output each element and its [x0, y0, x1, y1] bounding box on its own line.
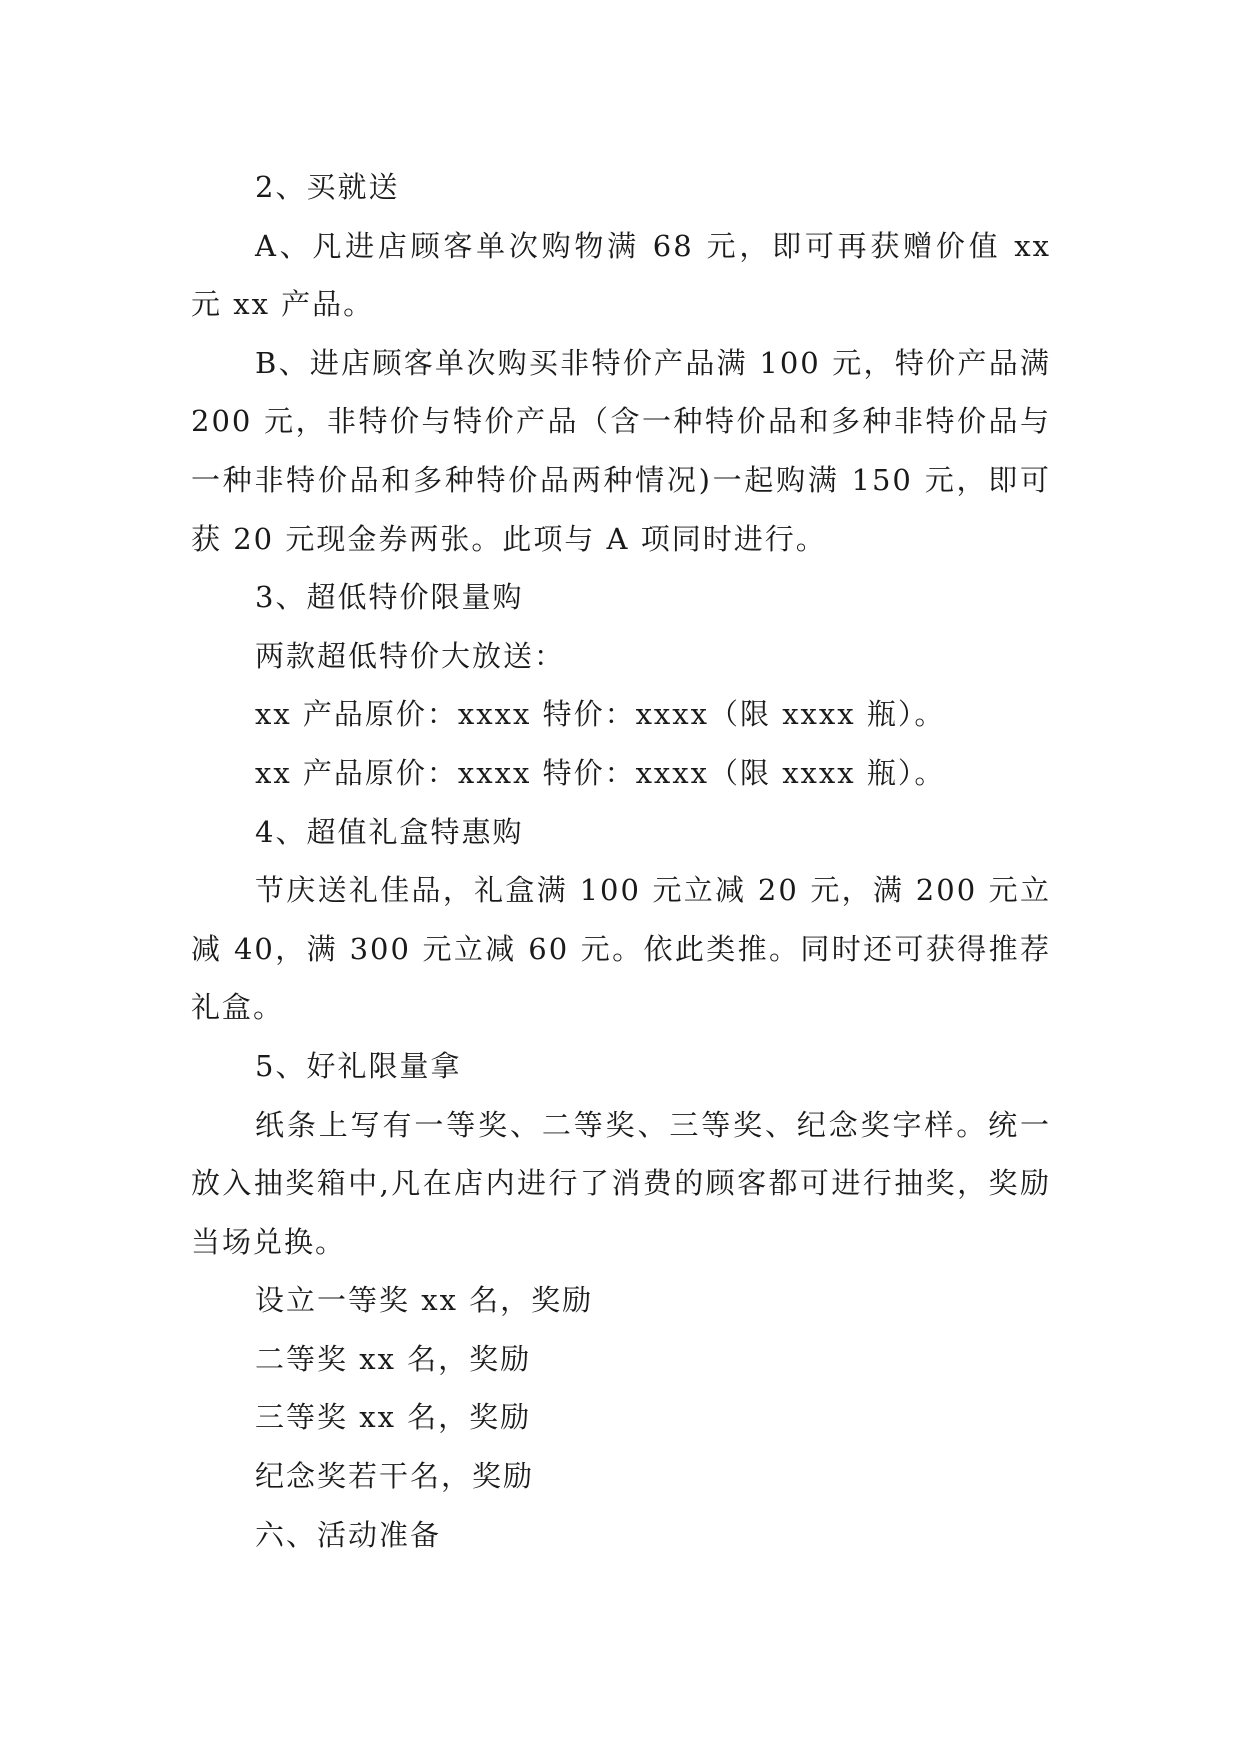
section-heading-preparation: 六、活动准备	[255, 1517, 442, 1552]
section-heading-special-price: 3、超低特价限量购	[255, 580, 524, 615]
paragraph-special-intro: 两款超低特价大放送：	[255, 638, 566, 673]
prize-third: 三等奖 xx 名，奖励	[255, 1400, 532, 1435]
prize-first: 设立一等奖 xx 名，奖励	[255, 1283, 594, 1318]
paragraph-offer-b: B、进店顾客单次购买非特价产品满 100 元，特价产品满 200 元，非特价与特价产品（含一种特价品和多种非特价品与一种非特价品和多种特价品两种情况)一起购满 150 元，即可获 20 元现金券两张。此项与 A 项同时进行。	[191, 345, 1051, 556]
paragraph-lucky-draw: 纸条上写有一等奖、二等奖、三等奖、纪念奖字样。统一放入抽奖箱中,凡在店内进行了消费的顾客都可进行抽奖，奖励当场兑换。	[191, 1107, 1051, 1259]
paragraph-gift-box: 节庆送礼佳品，礼盒满 100 元立减 20 元，满 200 元立减 40，满 300 元立减 60 元。依此类推。同时还可获得推荐礼盒。	[191, 873, 1051, 1025]
section-heading-buy-get-gift: 2、买就送	[255, 170, 400, 204]
document-body	[191, 158, 1051, 1564]
prize-second: 二等奖 xx 名，奖励	[255, 1341, 532, 1376]
section-heading-lucky-draw: 5、好礼限量拿	[255, 1048, 462, 1083]
paragraph-special-item-1: xx 产品原价：xxxx 特价：xxxx（限 xxxx 瓶）。	[255, 697, 946, 732]
prize-souvenir: 纪念奖若干名，奖励	[255, 1459, 535, 1494]
paragraph-offer-a: A、凡进店顾客单次购物满 68 元，即可再获赠价值 xx 元 xx 产品。	[191, 228, 1051, 322]
section-heading-gift-box: 4、超值礼盒特惠购	[255, 814, 524, 849]
paragraph-special-item-2: xx 产品原价：xxxx 特价：xxxx（限 xxxx 瓶）。	[255, 755, 946, 790]
